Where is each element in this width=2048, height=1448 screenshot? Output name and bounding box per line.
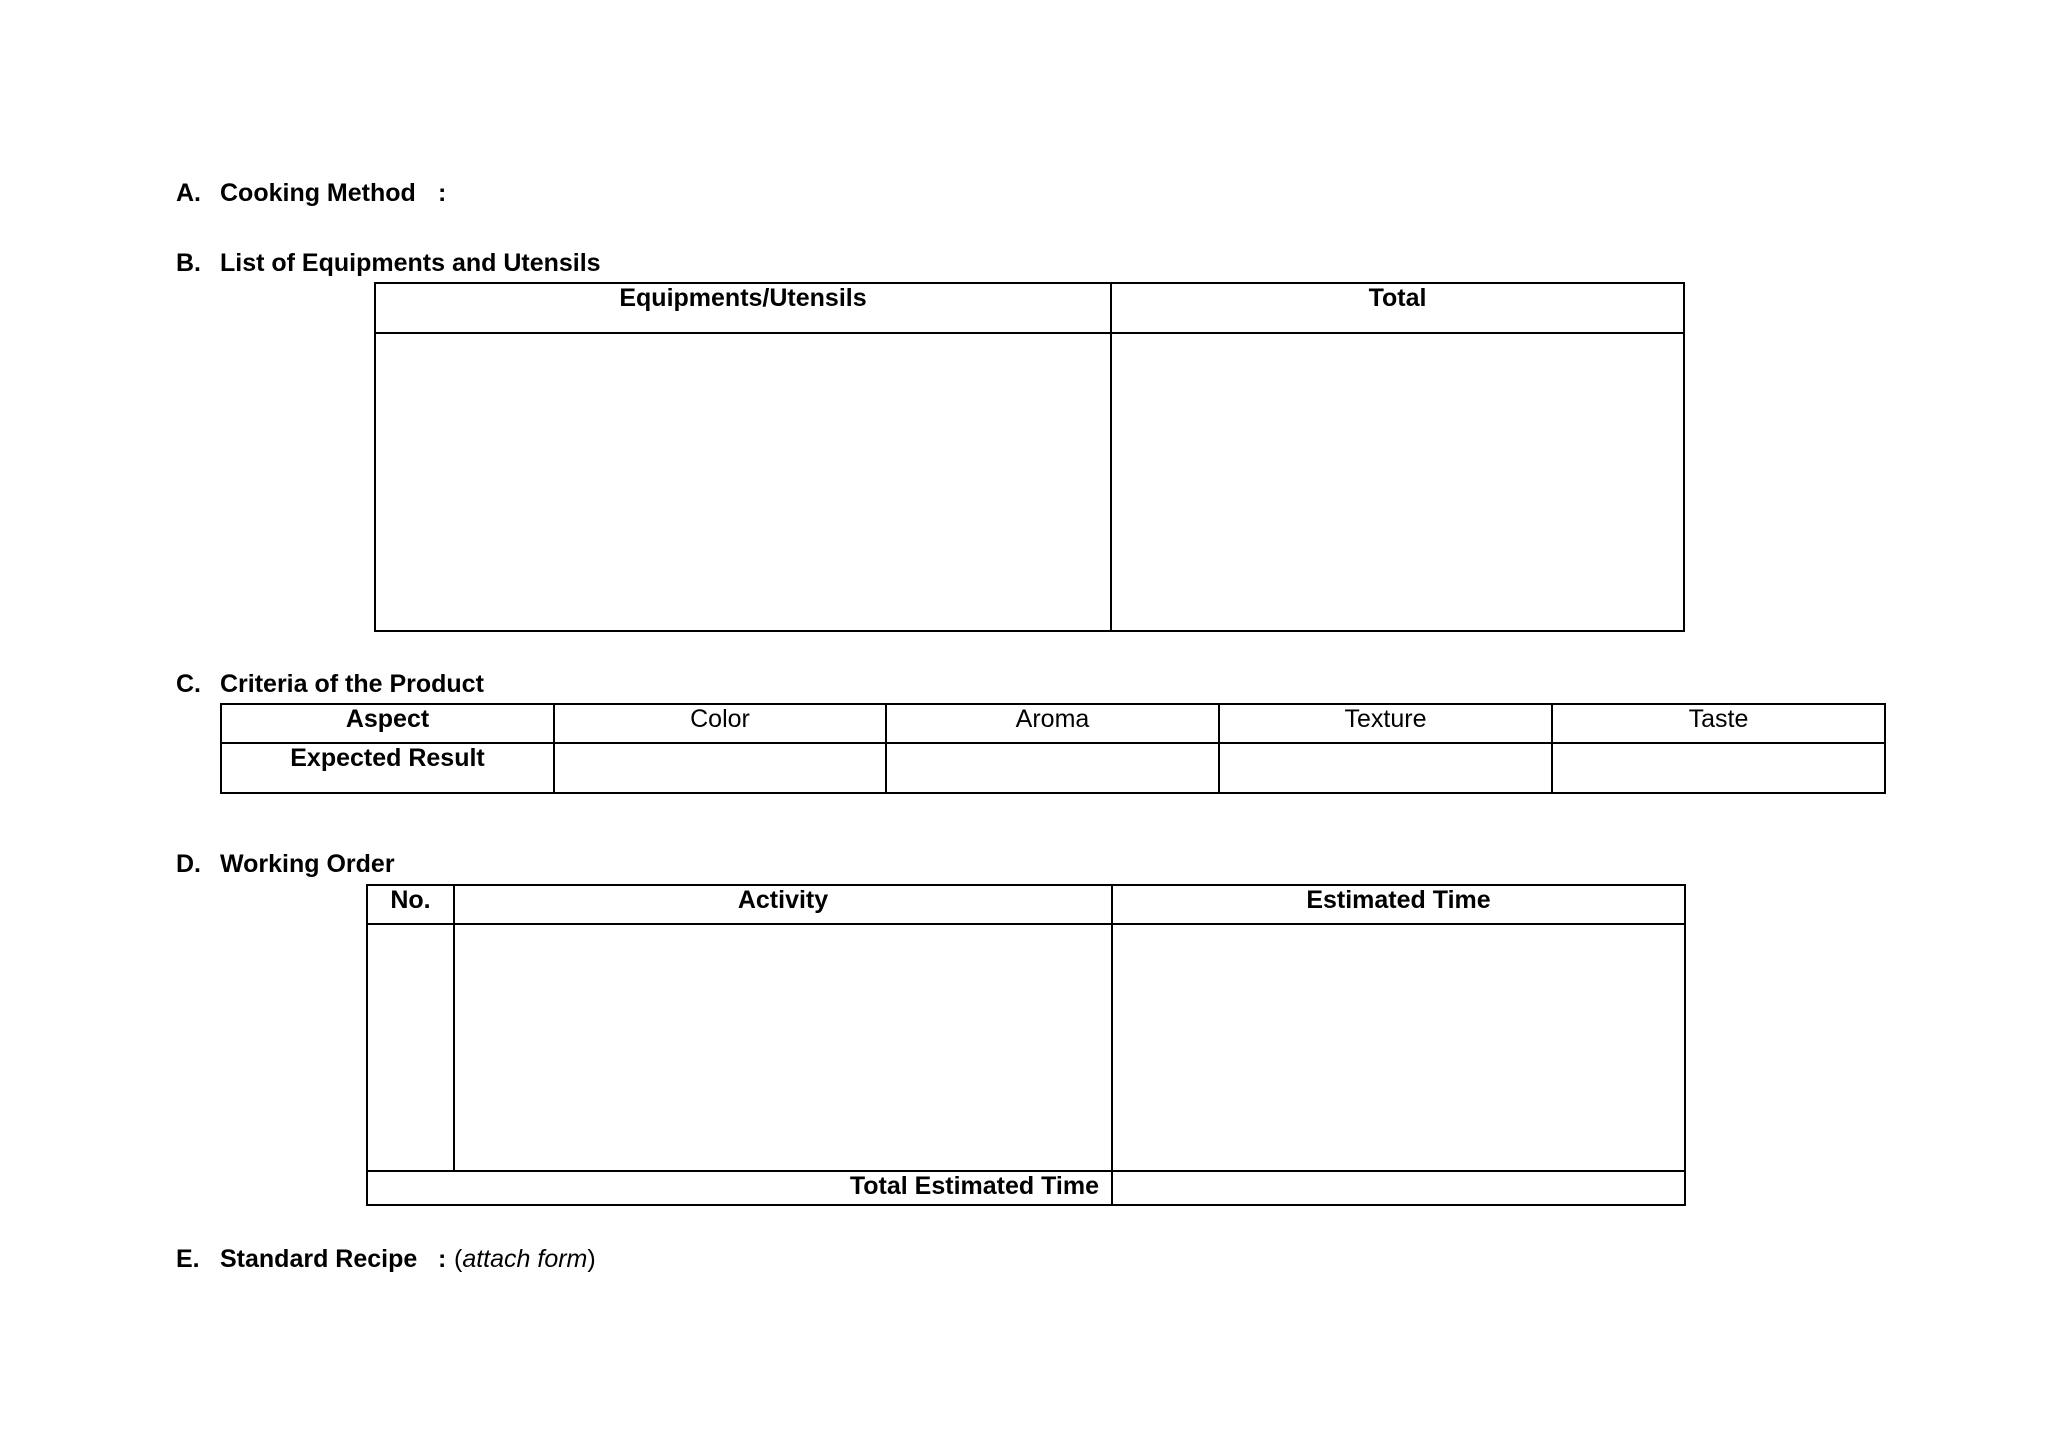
estimated-time-entry-cell[interactable] — [1112, 924, 1685, 1171]
section-a-colon: : — [438, 179, 447, 207]
working-order-table — [366, 884, 1686, 1206]
expected-color-cell[interactable] — [554, 743, 886, 793]
attach-form-note — [454, 1244, 596, 1274]
section-d-title: Working Order — [220, 850, 395, 878]
section-a-title: Cooking Method — [220, 179, 416, 207]
working-order-header-row — [367, 885, 1685, 924]
equipment-table-header-row — [375, 283, 1684, 333]
criteria-aspect-row — [221, 704, 1885, 743]
activity-entry-cell[interactable] — [454, 924, 1112, 1171]
section-b-letter: B. — [176, 249, 201, 277]
criteria-expected-row — [221, 743, 1885, 793]
equipment-table-body-row — [375, 333, 1684, 631]
total-column-header: Total — [1111, 283, 1684, 333]
attach-form-text: attach form — [462, 1245, 588, 1273]
note-open-paren: ( — [454, 1245, 463, 1273]
total-estimated-time-label: Total Estimated Time — [367, 1171, 1112, 1205]
section-a-letter: A. — [176, 179, 201, 207]
working-order-body-row — [367, 924, 1685, 1171]
note-close-paren: ) — [587, 1245, 596, 1273]
total-estimated-time-cell[interactable] — [1112, 1171, 1685, 1205]
section-c-title: Criteria of the Product — [220, 670, 484, 698]
estimated-time-column-header: Estimated Time — [1112, 885, 1685, 924]
expected-texture-cell[interactable] — [1219, 743, 1552, 793]
section-c-letter: C. — [176, 670, 201, 698]
equipment-entry-cell[interactable] — [375, 333, 1111, 631]
no-entry-cell[interactable] — [367, 924, 454, 1171]
aspect-texture: Texture — [1219, 704, 1552, 743]
section-d-letter: D. — [176, 850, 201, 878]
aspect-taste: Taste — [1552, 704, 1885, 743]
aspect-color: Color — [554, 704, 886, 743]
expected-result-row-header: Expected Result — [221, 743, 554, 793]
total-entry-cell[interactable] — [1111, 333, 1684, 631]
working-order-total-row — [367, 1171, 1685, 1205]
section-b-title: List of Equipments and Utensils — [220, 249, 601, 277]
activity-column-header: Activity — [454, 885, 1112, 924]
section-e-title: Standard Recipe — [220, 1245, 418, 1273]
equipment-table — [374, 282, 1685, 632]
section-e-colon: : — [438, 1245, 447, 1273]
no-column-header: No. — [367, 885, 454, 924]
aspect-aroma: Aroma — [886, 704, 1219, 743]
section-e-letter: E. — [176, 1245, 200, 1273]
equipment-column-header: Equipments/Utensils — [375, 283, 1111, 333]
expected-aroma-cell[interactable] — [886, 743, 1219, 793]
aspect-row-header: Aspect — [221, 704, 554, 743]
criteria-table — [220, 703, 1886, 794]
expected-taste-cell[interactable] — [1552, 743, 1885, 793]
